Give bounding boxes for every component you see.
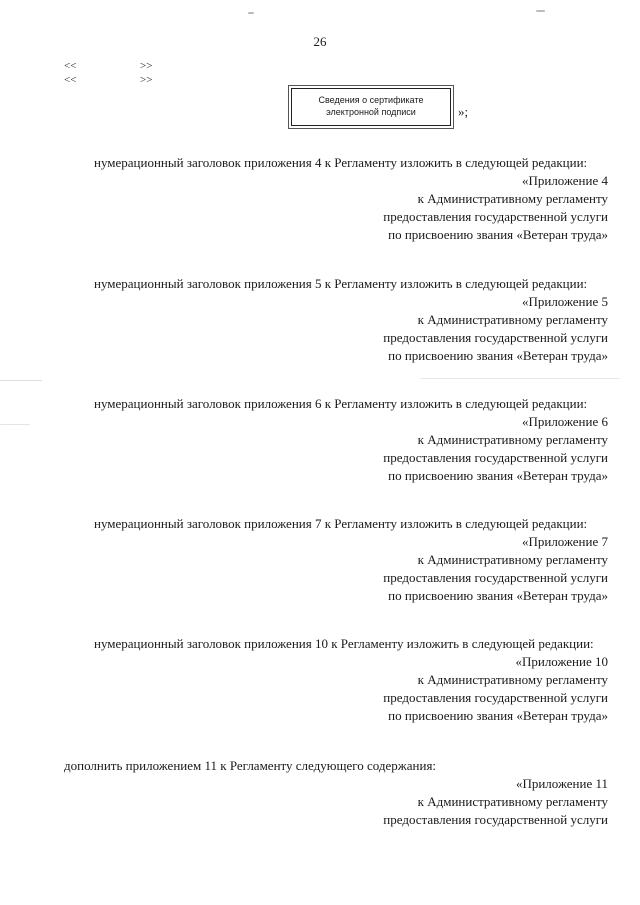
heading-line: «Приложение 4	[521, 173, 608, 188]
heading-line: предоставления государственной услуги	[383, 570, 608, 585]
appendix-heading	[64, 775, 608, 829]
instruction-text: нумерационный заголовок приложения 7 к Регламенту изложить в следующей редакции:	[94, 516, 588, 531]
instruction-text: нумерационный заголовок приложения 10 к Регламенту изложить в следующей редакции:	[94, 636, 594, 651]
instruction-text: нумерационный заголовок приложения 6 к Регламенту изложить в следующей редакции:	[94, 396, 588, 411]
amendment-section	[64, 154, 608, 244]
scan-speck	[0, 380, 42, 381]
instruction-text: нумерационный заголовок приложения 5 к Регламенту изложить в следующей редакции:	[94, 276, 588, 291]
appendix-heading	[64, 653, 608, 725]
heading-line: предоставления государственной услуги	[383, 812, 608, 827]
placeholder-close: >>	[140, 74, 153, 86]
heading-line: к Административному регламенту	[417, 552, 608, 567]
heading-line: предоставления государственной услуги	[383, 690, 608, 705]
amendment-section	[64, 635, 608, 725]
heading-line: по присвоению звания «Ветеран труда»	[388, 348, 608, 363]
heading-line: «Приложение 10	[515, 654, 608, 669]
instruction-text: дополнить приложением 11 к Регламенту следующего содержания:	[64, 758, 437, 773]
heading-line: к Административному регламенту	[417, 191, 608, 206]
certificate-line: Сведения о сертификате	[318, 95, 424, 105]
heading-line: по присвоению звания «Ветеран труда»	[388, 588, 608, 603]
amendment-section	[64, 275, 608, 365]
heading-line: к Административному регламенту	[417, 794, 608, 809]
heading-line: к Административному регламенту	[417, 312, 608, 327]
appendix-heading	[64, 533, 608, 605]
scan-speck	[0, 424, 30, 425]
instruction-text: нумерационный заголовок приложения 4 к Регламенту изложить в следующей редакции:	[94, 155, 588, 170]
certificate-stamp	[291, 88, 451, 126]
heading-line: по присвоению звания «Ветеран труда»	[388, 708, 608, 723]
certificate-line: электронной подписи	[326, 107, 416, 117]
amendment-section	[64, 757, 608, 829]
placeholder-open: <<	[64, 60, 77, 72]
heading-line: предоставления государственной услуги	[383, 209, 608, 224]
scan-speck	[420, 378, 620, 379]
heading-line: предоставления государственной услуги	[383, 450, 608, 465]
heading-line: «Приложение 7	[521, 534, 608, 549]
closing-quote: »;	[458, 104, 469, 119]
heading-line: «Приложение 6	[521, 414, 608, 429]
scan-speck	[248, 12, 254, 14]
heading-line: предоставления государственной услуги	[383, 330, 608, 345]
heading-line: к Административному регламенту	[417, 672, 608, 687]
heading-line: «Приложение 11	[515, 776, 608, 791]
appendix-heading	[64, 293, 608, 365]
heading-line: к Административному регламенту	[417, 432, 608, 447]
amendment-section	[64, 395, 608, 485]
placeholder-close: >>	[140, 60, 153, 72]
heading-line: «Приложение 5	[521, 294, 608, 309]
heading-line: по присвоению звания «Ветеран труда»	[388, 227, 608, 242]
page-number: 26	[313, 34, 327, 49]
appendix-heading	[64, 172, 608, 244]
placeholder-open: <<	[64, 74, 77, 86]
scan-speck	[536, 10, 545, 12]
amendment-section	[64, 515, 608, 605]
heading-line: по присвоению звания «Ветеран труда»	[388, 468, 608, 483]
appendix-heading	[64, 413, 608, 485]
